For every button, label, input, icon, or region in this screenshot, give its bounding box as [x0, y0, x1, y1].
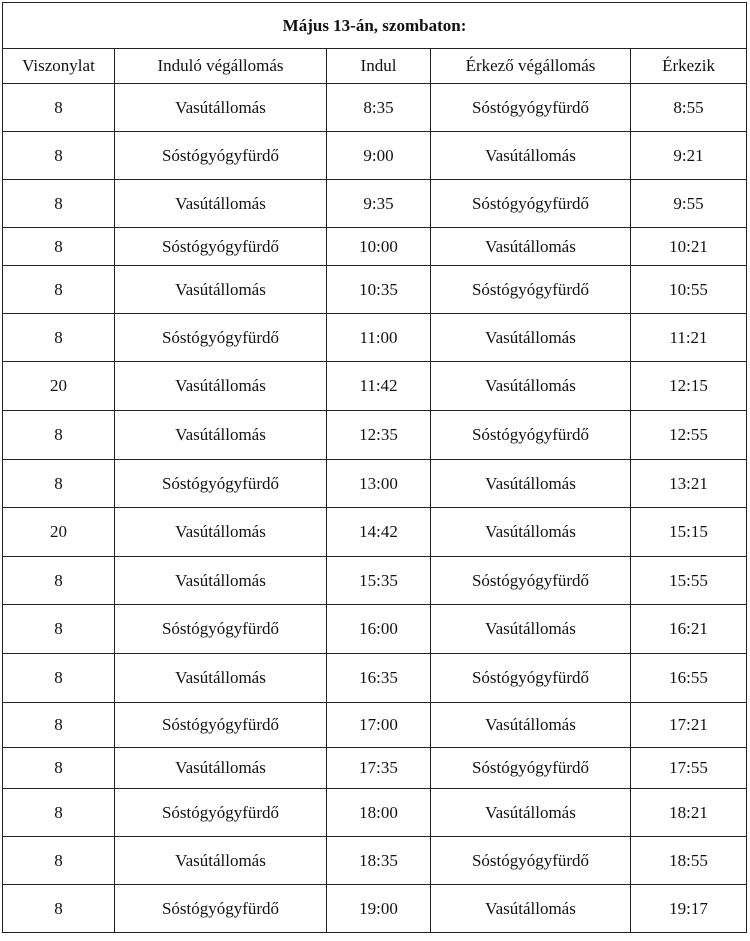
departure-terminus-cell: Vasútállomás [115, 266, 327, 314]
header-arrival-terminus: Érkező végállomás [431, 49, 631, 84]
route-cell: 8 [3, 411, 115, 460]
table-row [3, 703, 747, 748]
departure-time-cell: 18:00 [327, 789, 431, 837]
departure-terminus-cell: Sóstógyógyfürdő [115, 460, 327, 508]
arrival-terminus-cell: Vasútállomás [431, 228, 631, 266]
arrival-terminus-cell: Vasútállomás [431, 885, 631, 933]
timetable [2, 2, 747, 933]
departure-terminus-cell: Vasútállomás [115, 557, 327, 605]
departure-time-cell: 10:35 [327, 266, 431, 314]
arrival-time-cell: 9:21 [631, 132, 747, 180]
departure-time-cell: 17:00 [327, 703, 431, 748]
arrival-terminus-cell: Sóstógyógyfürdő [431, 837, 631, 885]
arrival-time-cell: 8:55 [631, 84, 747, 132]
arrival-time-cell: 12:15 [631, 362, 747, 411]
header-departure-terminus: Induló végállomás [115, 49, 327, 84]
departure-time-cell: 19:00 [327, 885, 431, 933]
departure-time-cell: 11:00 [327, 314, 431, 362]
arrival-time-cell: 10:55 [631, 266, 747, 314]
arrival-terminus-cell: Sóstógyógyfürdő [431, 557, 631, 605]
route-cell: 8 [3, 180, 115, 228]
arrival-time-cell: 15:15 [631, 508, 747, 557]
table-row [3, 84, 747, 132]
table-row [3, 362, 747, 411]
arrival-terminus-cell: Vasútállomás [431, 362, 631, 411]
departure-terminus-cell: Sóstógyógyfürdő [115, 703, 327, 748]
arrival-time-cell: 18:55 [631, 837, 747, 885]
route-cell: 8 [3, 703, 115, 748]
departure-terminus-cell: Sóstógyógyfürdő [115, 885, 327, 933]
departure-time-cell: 11:42 [327, 362, 431, 411]
route-cell: 8 [3, 460, 115, 508]
departure-time-cell: 14:42 [327, 508, 431, 557]
departure-time-cell: 16:35 [327, 654, 431, 703]
route-cell: 8 [3, 605, 115, 654]
table-row [3, 654, 747, 703]
arrival-terminus-cell: Sóstógyógyfürdő [431, 411, 631, 460]
departure-terminus-cell: Sóstógyógyfürdő [115, 228, 327, 266]
table-row [3, 789, 747, 837]
table-row [3, 132, 747, 180]
departure-terminus-cell: Sóstógyógyfürdő [115, 314, 327, 362]
arrival-terminus-cell: Sóstógyógyfürdő [431, 266, 631, 314]
arrival-terminus-cell: Sóstógyógyfürdő [431, 84, 631, 132]
route-cell: 8 [3, 557, 115, 605]
departure-time-cell: 18:35 [327, 837, 431, 885]
departure-terminus-cell: Vasútállomás [115, 508, 327, 557]
arrival-time-cell: 18:21 [631, 789, 747, 837]
timetable-container [2, 2, 746, 933]
route-cell: 8 [3, 228, 115, 266]
route-cell: 8 [3, 885, 115, 933]
arrival-terminus-cell: Vasútállomás [431, 703, 631, 748]
table-row [3, 266, 747, 314]
departure-terminus-cell: Sóstógyógyfürdő [115, 605, 327, 654]
departure-terminus-cell: Vasútállomás [115, 84, 327, 132]
arrival-time-cell: 16:21 [631, 605, 747, 654]
arrival-time-cell: 16:55 [631, 654, 747, 703]
arrival-terminus-cell: Vasútállomás [431, 789, 631, 837]
table-row [3, 411, 747, 460]
table-title: Május 13-án, szombaton: [3, 3, 747, 49]
departure-time-cell: 12:35 [327, 411, 431, 460]
arrival-time-cell: 11:21 [631, 314, 747, 362]
arrival-time-cell: 13:21 [631, 460, 747, 508]
departure-time-cell: 8:35 [327, 84, 431, 132]
departure-terminus-cell: Vasútállomás [115, 837, 327, 885]
arrival-time-cell: 15:55 [631, 557, 747, 605]
header-arrival-time: Érkezik [631, 49, 747, 84]
table-row [3, 557, 747, 605]
departure-time-cell: 9:00 [327, 132, 431, 180]
arrival-time-cell: 10:21 [631, 228, 747, 266]
table-row [3, 885, 747, 933]
departure-time-cell: 16:00 [327, 605, 431, 654]
route-cell: 8 [3, 314, 115, 362]
table-row [3, 180, 747, 228]
table-row [3, 228, 747, 266]
table-row [3, 605, 747, 654]
table-row [3, 314, 747, 362]
arrival-terminus-cell: Sóstógyógyfürdő [431, 180, 631, 228]
arrival-time-cell: 17:21 [631, 703, 747, 748]
table-row [3, 748, 747, 789]
departure-terminus-cell: Sóstógyógyfürdő [115, 789, 327, 837]
departure-time-cell: 13:00 [327, 460, 431, 508]
arrival-time-cell: 19:17 [631, 885, 747, 933]
arrival-time-cell: 9:55 [631, 180, 747, 228]
departure-time-cell: 17:35 [327, 748, 431, 789]
header-row [3, 49, 747, 84]
departure-terminus-cell: Vasútállomás [115, 362, 327, 411]
route-cell: 8 [3, 789, 115, 837]
departure-terminus-cell: Vasútállomás [115, 180, 327, 228]
arrival-terminus-cell: Sóstógyógyfürdő [431, 748, 631, 789]
arrival-terminus-cell: Vasútállomás [431, 460, 631, 508]
departure-time-cell: 9:35 [327, 180, 431, 228]
arrival-time-cell: 12:55 [631, 411, 747, 460]
arrival-time-cell: 17:55 [631, 748, 747, 789]
table-row [3, 508, 747, 557]
arrival-terminus-cell: Vasútállomás [431, 508, 631, 557]
route-cell: 8 [3, 837, 115, 885]
departure-terminus-cell: Sóstógyógyfürdő [115, 132, 327, 180]
timetable-body [3, 84, 747, 933]
departure-time-cell: 10:00 [327, 228, 431, 266]
table-row [3, 460, 747, 508]
route-cell: 8 [3, 654, 115, 703]
route-cell: 8 [3, 748, 115, 789]
departure-terminus-cell: Vasútállomás [115, 411, 327, 460]
departure-time-cell: 15:35 [327, 557, 431, 605]
departure-terminus-cell: Vasútállomás [115, 654, 327, 703]
header-departure-time: Indul [327, 49, 431, 84]
route-cell: 8 [3, 84, 115, 132]
route-cell: 20 [3, 362, 115, 411]
arrival-terminus-cell: Vasútállomás [431, 132, 631, 180]
route-cell: 8 [3, 132, 115, 180]
title-row [3, 3, 747, 49]
route-cell: 8 [3, 266, 115, 314]
arrival-terminus-cell: Vasútállomás [431, 605, 631, 654]
header-route: Viszonylat [3, 49, 115, 84]
departure-terminus-cell: Vasútállomás [115, 748, 327, 789]
route-cell: 20 [3, 508, 115, 557]
arrival-terminus-cell: Vasútállomás [431, 314, 631, 362]
arrival-terminus-cell: Sóstógyógyfürdő [431, 654, 631, 703]
table-row [3, 837, 747, 885]
